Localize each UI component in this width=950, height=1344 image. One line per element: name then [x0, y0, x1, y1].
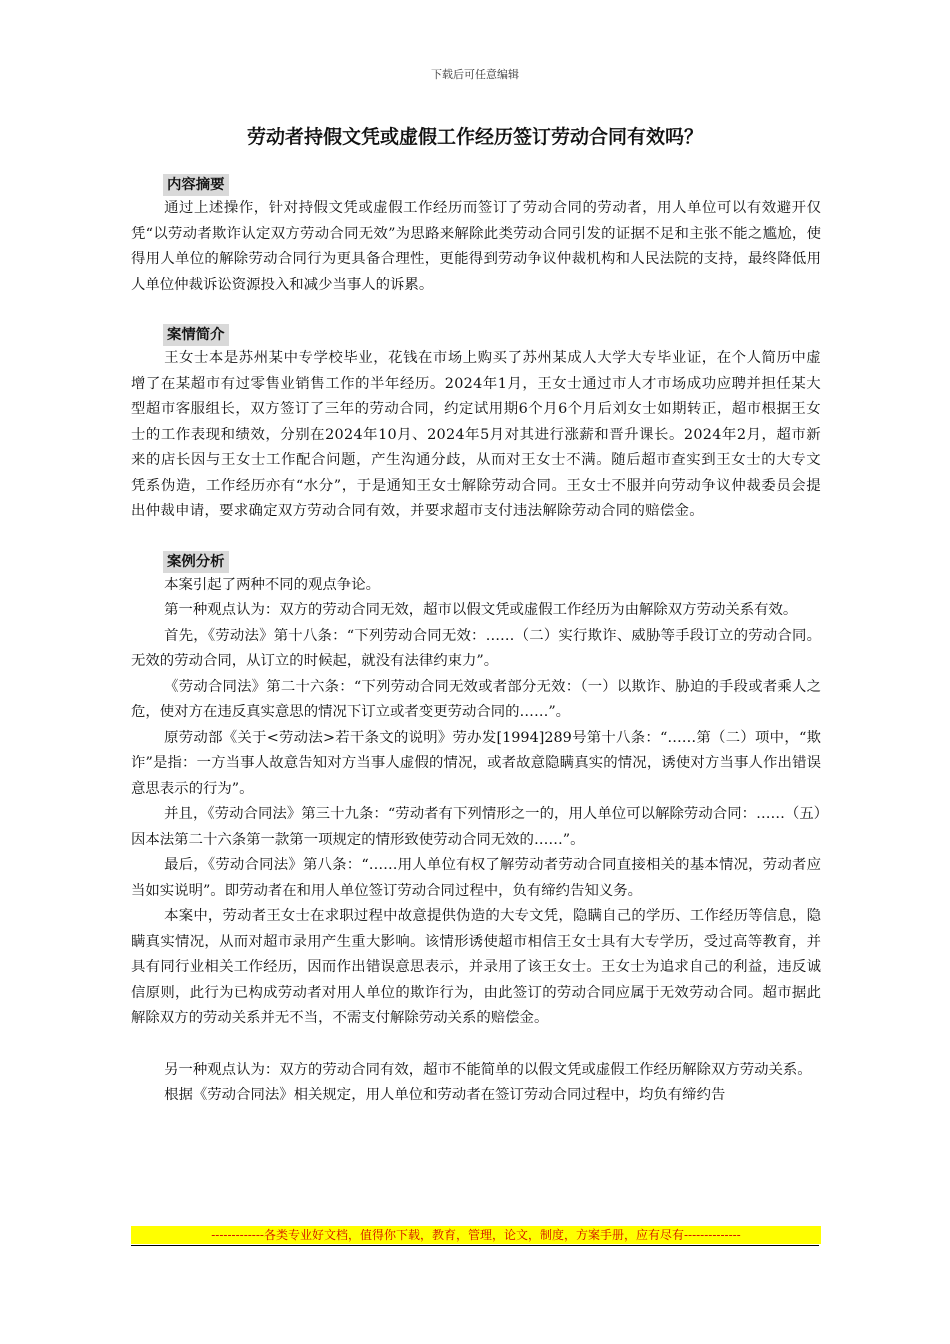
- summary-section: [131, 174, 821, 298]
- analysis-section: [131, 551, 821, 1109]
- analysis-paragraph: 原劳动部《关于<劳动法>若干条文的说明》劳办发[1994]289号第十八条：“……第（二）项中，“欺诈”是指：一方当事人故意告知对方当事人虚假的情况，或者故意隐瞒真实的情况，诱使对方当事人作出错误意思表示的行为”。: [131, 729, 821, 797]
- header-note: 下载后可任意编辑: [431, 68, 519, 81]
- footer-banner: -------------各类专业好文档，值得你下载，教育，管理，论文，制度，方案手册，应有尽有--------------: [131, 1226, 821, 1244]
- analysis-paragraph: 并且，《劳动合同法》第三十九条：“劳动者有下列情形之一的，用人单位可以解除劳动合同：……（五）因本法第二十六条第一款第一项规定的情形致使劳动合同无效的……”。: [131, 806, 821, 848]
- analysis-paragraph: 本案中，劳动者王女士在求职过程中故意提供伪造的大专文凭，隐瞒自己的学历、工作经历等信息，隐瞒真实情况，从而对超市录用产生重大影响。该情形诱使超市相信王女士具有大专学历，受过高等教育，并具有同行业相关工作经历，因而作出错误意思表示，并录用了该王女士。王女士为追求自己的利益，违反诚信原则，此行为已构成劳动者对用人单位的欺诈行为，由此签订的劳动合同应属于无效劳动合同。超市据此解除双方的劳动关系并无不当，不需支付解除劳动关系的赔偿金。: [131, 908, 821, 1026]
- summary-heading: 内容摘要: [163, 174, 229, 196]
- analysis-paragraph: 另一种观点认为：双方的劳动合同有效，超市不能简单的以假文凭或虚假工作经历解除双方劳动关系。: [164, 1061, 812, 1078]
- analysis-paragraph: 第一种观点认为：双方的劳动合同无效，超市以假文凭或虚假工作经历为由解除双方劳动关系有效。: [164, 602, 798, 618]
- analysis-paragraph: 本案引起了两种不同的观点争论。: [164, 576, 380, 593]
- analysis-paragraph: 根据《劳动合同法》相关规定，用人单位和劳动者在签订劳动合同过程中，均负有缔约告: [164, 1087, 726, 1103]
- analysis-paragraph: 《劳动合同法》第二十六条：“下列劳动合同无效或者部分无效：（一）以欺诈、胁迫的手段或者乘人之危，使对方在违反真实意思的情况下订立或者变更劳动合同的……”。: [131, 678, 821, 720]
- analysis-paragraph: 首先，《劳动法》第十八条：“下列劳动合同无效：……（二）实行欺诈、威胁等手段订立的劳动合同。无效的劳动合同，从订立的时候起，就没有法律约束力”。: [131, 627, 821, 669]
- case-paragraph: 王女士本是苏州某中专学校毕业，花钱在市场上购买了苏州某成人大学大专毕业证，在个人简历中虚增了在某超市有过零售业销售工作的半年经历。2024年1月，王女士通过市人才市场成功应聘并担任某大型超市客服组长，双方签订了三年的劳动合同，约定试用期6个月6个月后刘女士如期转正，超市根据王女士的工作表现和绩效，分别在2024年10月、2024年5月对其进行涨薪和晋升课长。2024年2月，超市新来的店长因与王女士工作配合问题，产生沟通分歧，从而对王女士不满。随后超市查实到王女士的大专文凭系伪造，工作经历亦有“水分”，于是通知王女士解除劳动合同。王女士不服并向劳动争议仲裁委员会提出仲裁申请，要求确定双方劳动合同有效，并要求超市支付违法解除劳动合同的赔偿金。: [131, 350, 821, 519]
- footer-divider: [131, 1245, 819, 1246]
- case-heading: 案情简介: [163, 324, 229, 346]
- document-body: [131, 174, 821, 1109]
- case-section: [131, 324, 821, 525]
- document-title: 劳动者持假文凭或虚假工作经历签订劳动合同有效吗？: [246, 126, 703, 148]
- analysis-paragraph: 最后，《劳动合同法》第八条：“……用人单位有权了解劳动者劳动合同直接相关的基本情况，劳动者应当如实说明”。即劳动者在和用人单位签订劳动合同过程中，负有缔约告知义务。: [131, 857, 821, 899]
- analysis-heading: 案例分析: [163, 551, 229, 573]
- summary-paragraph: 通过上述操作，针对持假文凭或虚假工作经历而签订了劳动合同的劳动者，用人单位可以有效避开仅凭“以劳动者欺诈认定双方劳动合同无效”为思路来解除此类劳动合同引发的证据不足和主张不能之尴尬，使得用人单位的解除劳动合同行为更具备合理性，更能得到劳动争议仲裁机构和人民法院的支持，最终降低用人单位仲裁诉讼资源投入和减少当事人的诉累。: [131, 200, 821, 293]
